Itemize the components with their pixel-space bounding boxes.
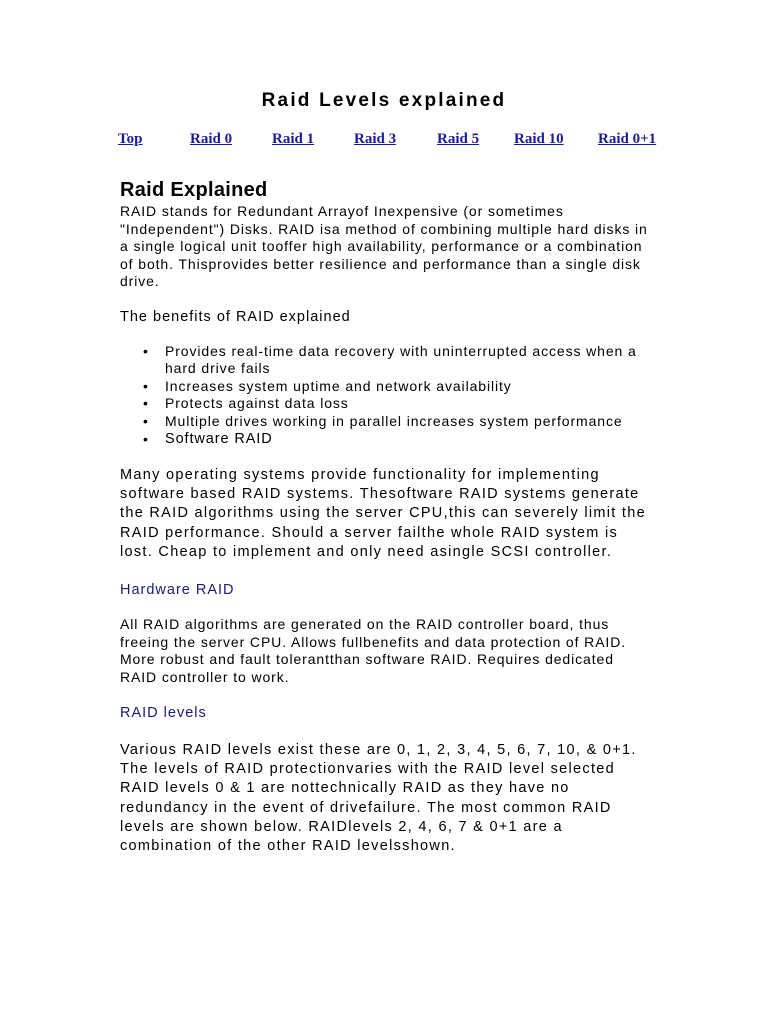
list-item xyxy=(120,378,650,396)
bullet-icon: • xyxy=(143,395,149,411)
page-title: Raid Levels explained xyxy=(261,90,507,111)
bullet-icon: • xyxy=(143,377,149,394)
raid-levels-paragraph: Various RAID levels exist these are 0, 1, 2, 3, 4, 5, 6, 7, 10, & 0+1. The levels of RAID protectionvaries with the RAID level selected RAID levels 0 & 1 are nottechnically RAID as they have no redundancy in the event of drivefailure. The most common RAID levels are shown below. RAIDlevels 2, 4, 6, 7 & 0+1 are a combination of the other RAID levelsshown. xyxy=(120,742,637,855)
list-item-text: Multiple drives working in parallel increases system performance xyxy=(165,412,623,429)
list-item xyxy=(120,430,650,449)
bullet-icon: • xyxy=(143,412,149,429)
nav-link-raid-5[interactable]: Raid 5 xyxy=(437,131,480,147)
hardware-raid-heading: Hardware RAID xyxy=(120,582,235,599)
list-item xyxy=(120,413,650,431)
list-item xyxy=(120,395,650,413)
nav-link-raid-10[interactable]: Raid 10 xyxy=(514,131,564,147)
raid-intro-paragraph: RAID stands for Redundant Arrayof Inexpensive (or sometimes "Independent") Disks. RAID isa method of combining multiple hard disks in a single logical unit tooffer high availability, performance or a combination of both. Thisprovides better resilience and performance than a single disk drive. xyxy=(120,203,648,289)
bullet-icon: • xyxy=(143,431,149,447)
nav-link-raid-3[interactable]: Raid 3 xyxy=(354,131,397,147)
nav-link-raid-0[interactable]: Raid 0 xyxy=(190,131,233,147)
section-nav xyxy=(118,131,678,151)
raid-explained-heading: Raid Explained xyxy=(120,179,268,201)
list-item-text: Provides real-time data recovery with uninterrupted access when a hard drive fails xyxy=(165,342,637,376)
main-content xyxy=(120,178,650,856)
list-item-text: Protects against data loss xyxy=(165,395,349,411)
hardware-raid-paragraph: All RAID algorithms are generated on the RAID controller board, thus freeing the server CPU. Allows fullbenefits and data protection of RAID. More robust and fault tolerantthan software RAID. Requires dedicated RAID controller to work. xyxy=(120,616,627,685)
benefits-list xyxy=(120,343,650,450)
bullet-icon: • xyxy=(143,342,149,359)
nav-link-raid-0-plus-1[interactable]: Raid 0+1 xyxy=(598,131,657,147)
raid-levels-heading: RAID levels xyxy=(120,705,207,722)
list-item-text: Software RAID xyxy=(165,431,273,447)
list-item xyxy=(120,343,650,378)
nav-link-top[interactable]: Top xyxy=(118,131,143,147)
nav-link-raid-1[interactable]: Raid 1 xyxy=(272,131,315,147)
software-raid-paragraph: Many operating systems provide functionality for implementing software based RAID systems. Thesoftware RAID systems generate the RAID algorithms using the server CPU,this can severely limit the RAID performance. Should a server failthe whole RAID system is lost. Cheap to implement and only need asingle SCSI controller. xyxy=(120,467,646,560)
list-item-text: Increases system uptime and network availability xyxy=(165,377,512,394)
benefits-heading: The benefits of RAID explained xyxy=(120,308,351,325)
